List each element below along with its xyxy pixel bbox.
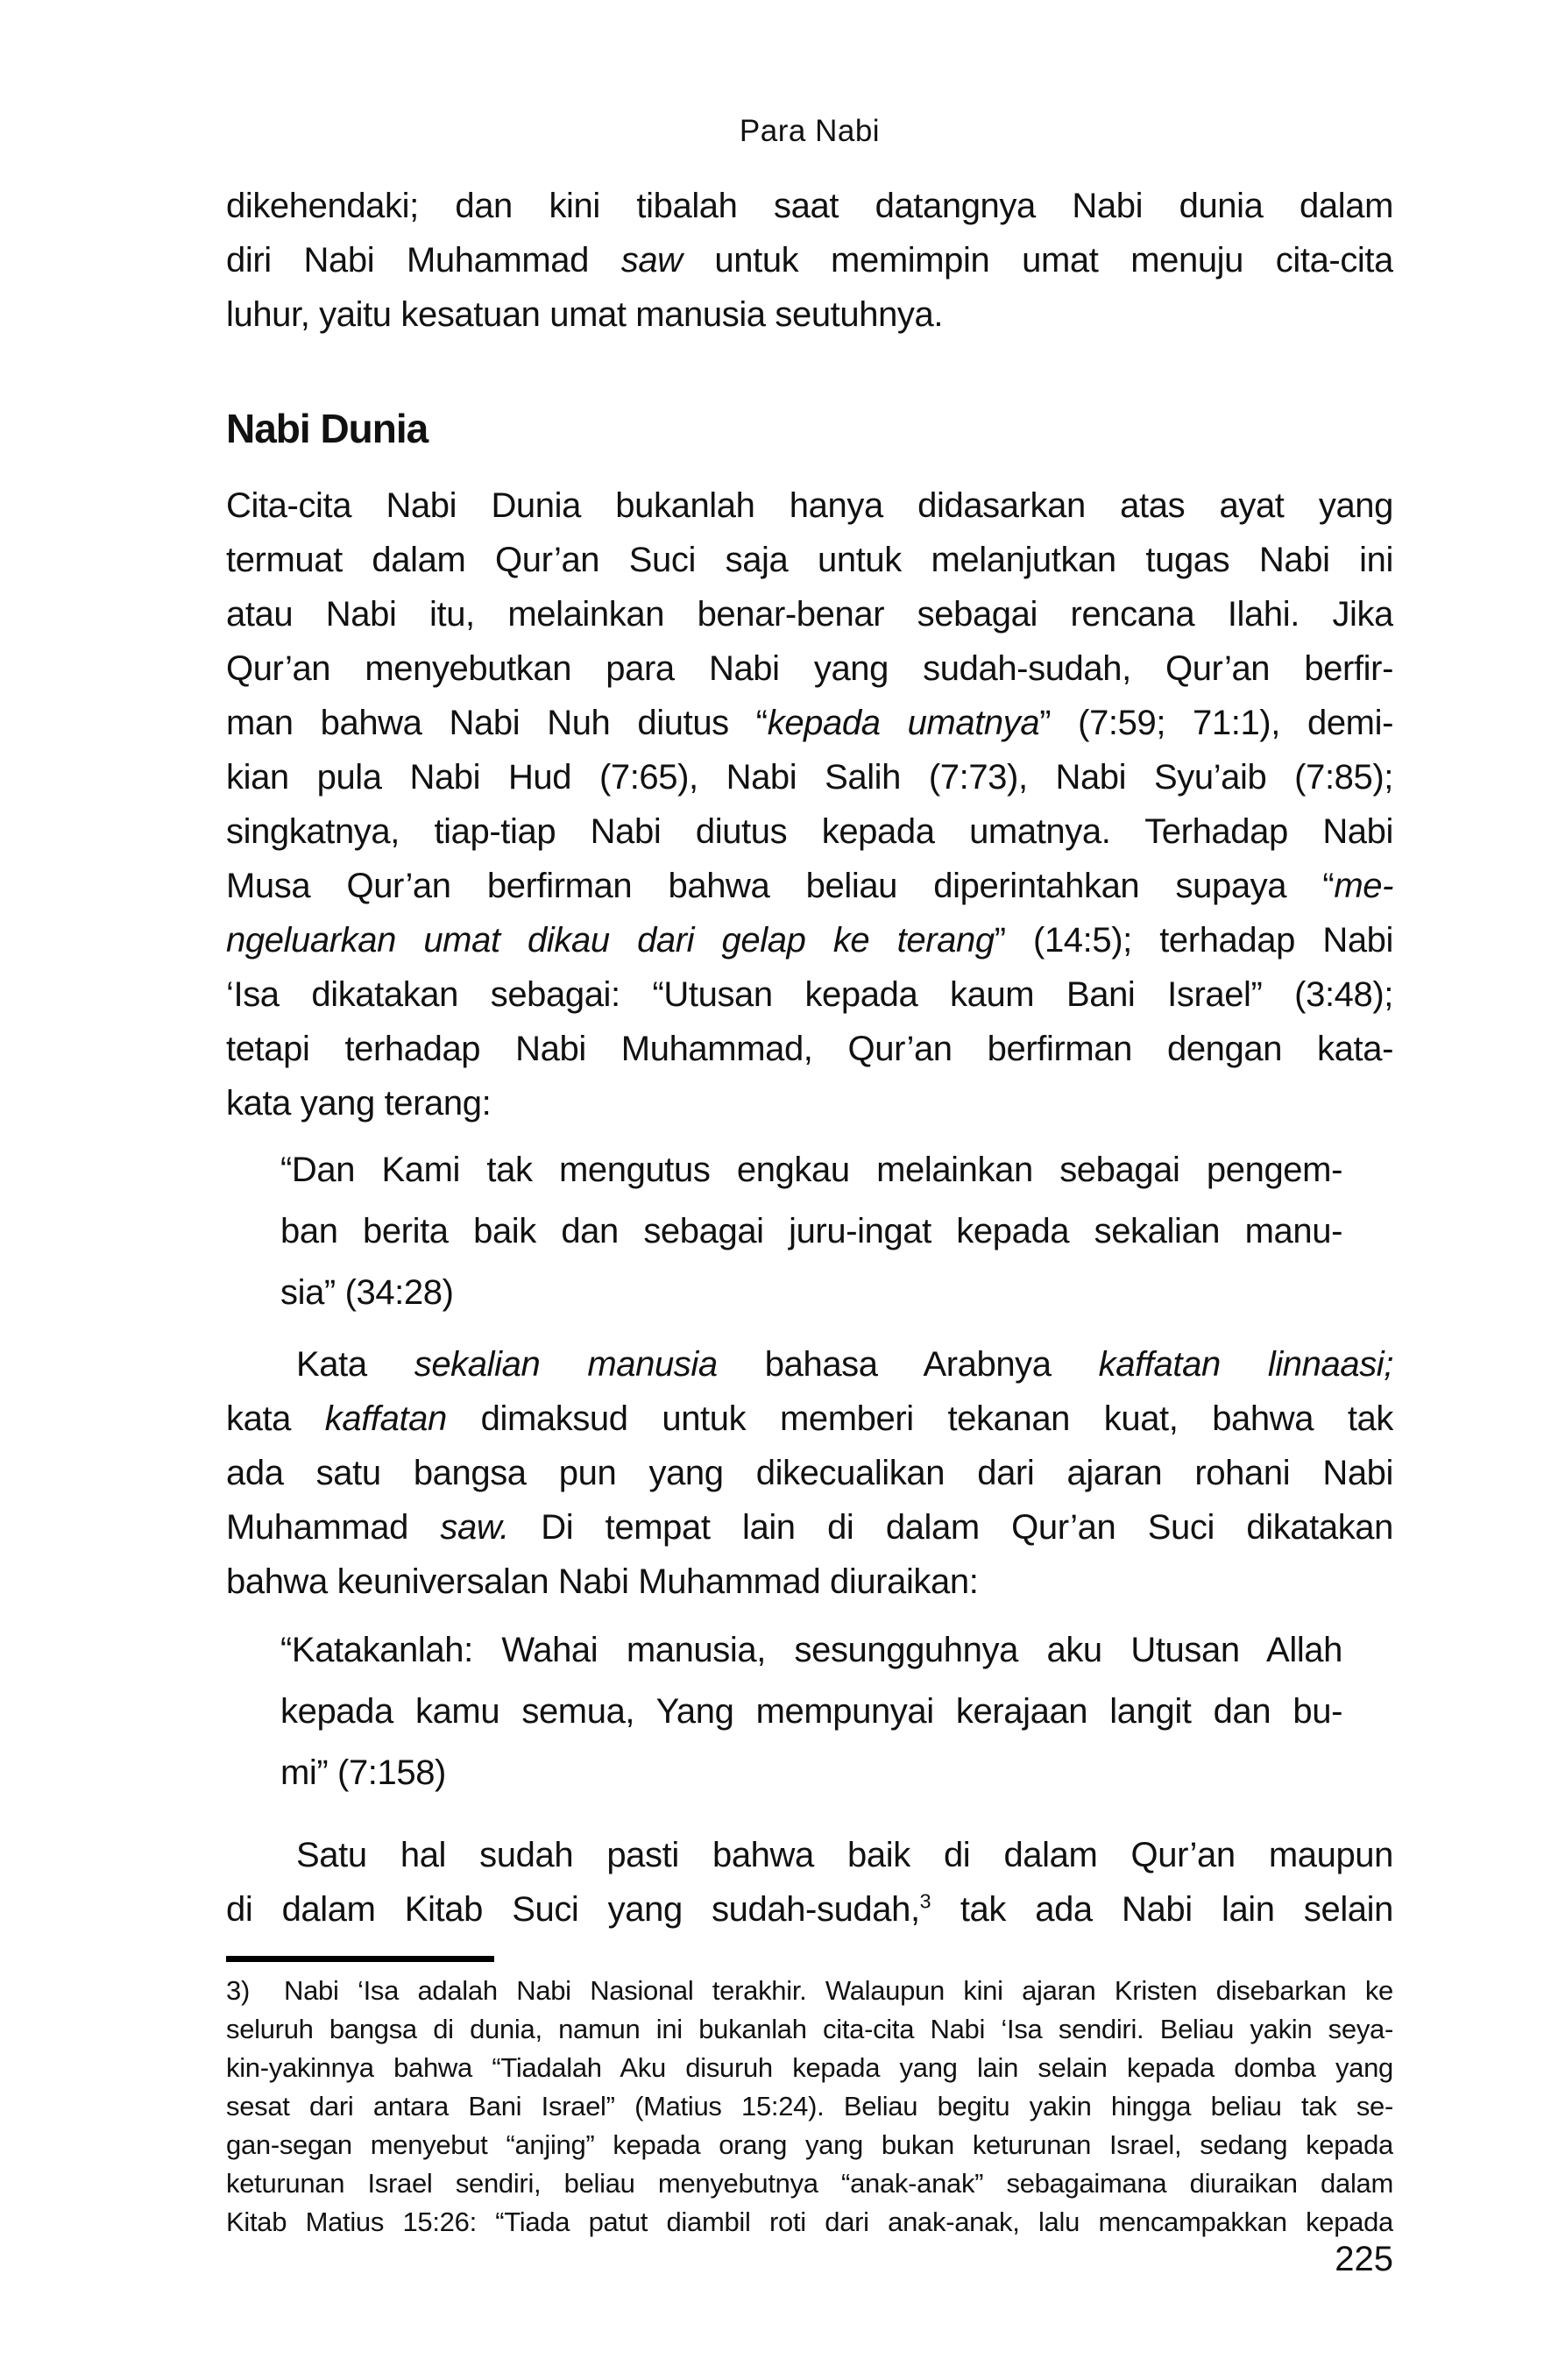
text-line: Qur’an menyebutkan para Nabi yang sudah-sudah, Qur’an berfir- (226, 649, 1393, 688)
footnote-divider (226, 1956, 494, 1962)
blockquote-34-28 (280, 1139, 1342, 1323)
paragraph-intro (226, 179, 1393, 342)
text-line: man bahwa Nabi Nuh diutus “kepada umatnya” (7:59; 71:1), demi- (226, 704, 1393, 742)
text-line: Kitab Matius 15:26: “Tiada patut diambil roti dari anak-anak, lalu mencampakkan kepada (226, 2206, 1393, 2237)
blockquote-7-158 (280, 1619, 1342, 1803)
text-line: atau Nabi itu, melainkan benar-benar sebagai rencana Ilahi. Jika (226, 595, 1393, 634)
footnote-3 (226, 1972, 1393, 2242)
text-line: 3) Nabi ‘Isa adalah Nabi Nasional terakhir. Walaupun kini ajaran Kristen disebarkan ke (226, 1975, 1393, 2006)
text-line: Muhammad saw. Di tempat lain di dalam Qur’an Suci dikatakan (226, 1508, 1393, 1547)
text-line: “Dan Kami tak mengutus engkau melainkan sebagai pengem- (280, 1151, 1342, 1189)
text-line: ‘Isa dikatakan sebagai: “Utusan kepada kaum Bani Israel” (3:48); (226, 975, 1393, 1014)
text-line: ada satu bangsa pun yang dikecualikan dari ajaran rohani Nabi (226, 1454, 1393, 1492)
page-number: 225 (1335, 2240, 1393, 2278)
running-header: Para Nabi (739, 114, 881, 148)
text-line: tetapi terhadap Nabi Muhammad, Qur’an berfirman dengan kata- (226, 1030, 1393, 1068)
text-line: dikehendaki; dan kini tibalah saat datangnya Nabi dunia dalam (226, 187, 1393, 225)
text-line: sesat dari antara Bani Israel” (Matius 15:24). Beliau begitu yakin hingga beliau tak se- (226, 2091, 1393, 2121)
text-line: mi” (7:158) (280, 1753, 446, 1792)
text-line: diri Nabi Muhammad saw untuk memimpin umat menuju cita-cita (226, 241, 1393, 280)
text-line: Kata sekalian manusia bahasa Arabnya kaffatan linnaasi; (296, 1345, 1393, 1384)
text-line: kata yang terang: (226, 1084, 492, 1123)
text-line: Musa Qur’an berfirman bahwa beliau diperintahkan supaya “me- (226, 867, 1393, 905)
text-line: seluruh bangsa di dunia, namun ini bukanlah cita-cita Nabi ‘Isa sendiri. Beliau yakin seya- (226, 2014, 1393, 2044)
text-line: singkatnya, tiap-tiap Nabi diutus kepada umatnya. Terhadap Nabi (226, 812, 1393, 851)
paragraph-kaffatan (226, 1337, 1393, 1609)
text-line: Satu hal sudah pasti bahwa baik di dalam Qur’an maupun (296, 1836, 1393, 1874)
text-line: di dalam Kitab Suci yang sudah-sudah,$^3$ tak ada Nabi lain selain (226, 1889, 1393, 1929)
text-line: sia” (34:28) (280, 1273, 454, 1312)
text-line: kin-yakinnya bahwa “Tiadalah Aku disuruh kepada yang lain selain kepada domba yang (226, 2052, 1393, 2083)
text-line: ban berita baik dan sebagai juru-ingat kepada sekalian manu- (280, 1212, 1342, 1250)
section-heading: Nabi Dunia (226, 406, 428, 451)
text-line: kepada kamu semua, Yang mempunyai kerajaan langit dan bu- (280, 1692, 1342, 1731)
text-line: “Katakanlah: Wahai manusia, sesungguhnya aku Utusan Allah (280, 1631, 1342, 1669)
text-line: kian pula Nabi Hud (7:65), Nabi Salih (7:73), Nabi Syu’aib (7:85); (226, 758, 1393, 797)
text-line: Cita-cita Nabi Dunia bukanlah hanya didasarkan atas ayat yang (226, 486, 1393, 525)
text-line: bahwa keuniversalan Nabi Muhammad diuraikan: (226, 1562, 979, 1601)
text-line: keturunan Israel sendiri, beliau menyebutnya “anak-anak” sebagaimana diuraikan dalam (226, 2168, 1393, 2199)
text-line: kata kaffatan dimaksud untuk memberi tekanan kuat, bahwa tak (226, 1399, 1393, 1438)
paragraph-satu-hal (226, 1828, 1393, 1937)
text-line: gan-segan menyebut “anjing” kepada orang yang bukan keturunan Israel, sedang kepada (226, 2129, 1393, 2160)
text-line: ngeluarkan umat dikau dari gelap ke terang” (14:5); terhadap Nabi (226, 921, 1393, 960)
text-line: termuat dalam Qur’an Suci saja untuk melanjutkan tugas Nabi ini (226, 541, 1393, 579)
text-line: luhur, yaitu kesatuan umat manusia seutuhnya. (226, 295, 944, 334)
paragraph-nabi-dunia (226, 478, 1393, 1130)
